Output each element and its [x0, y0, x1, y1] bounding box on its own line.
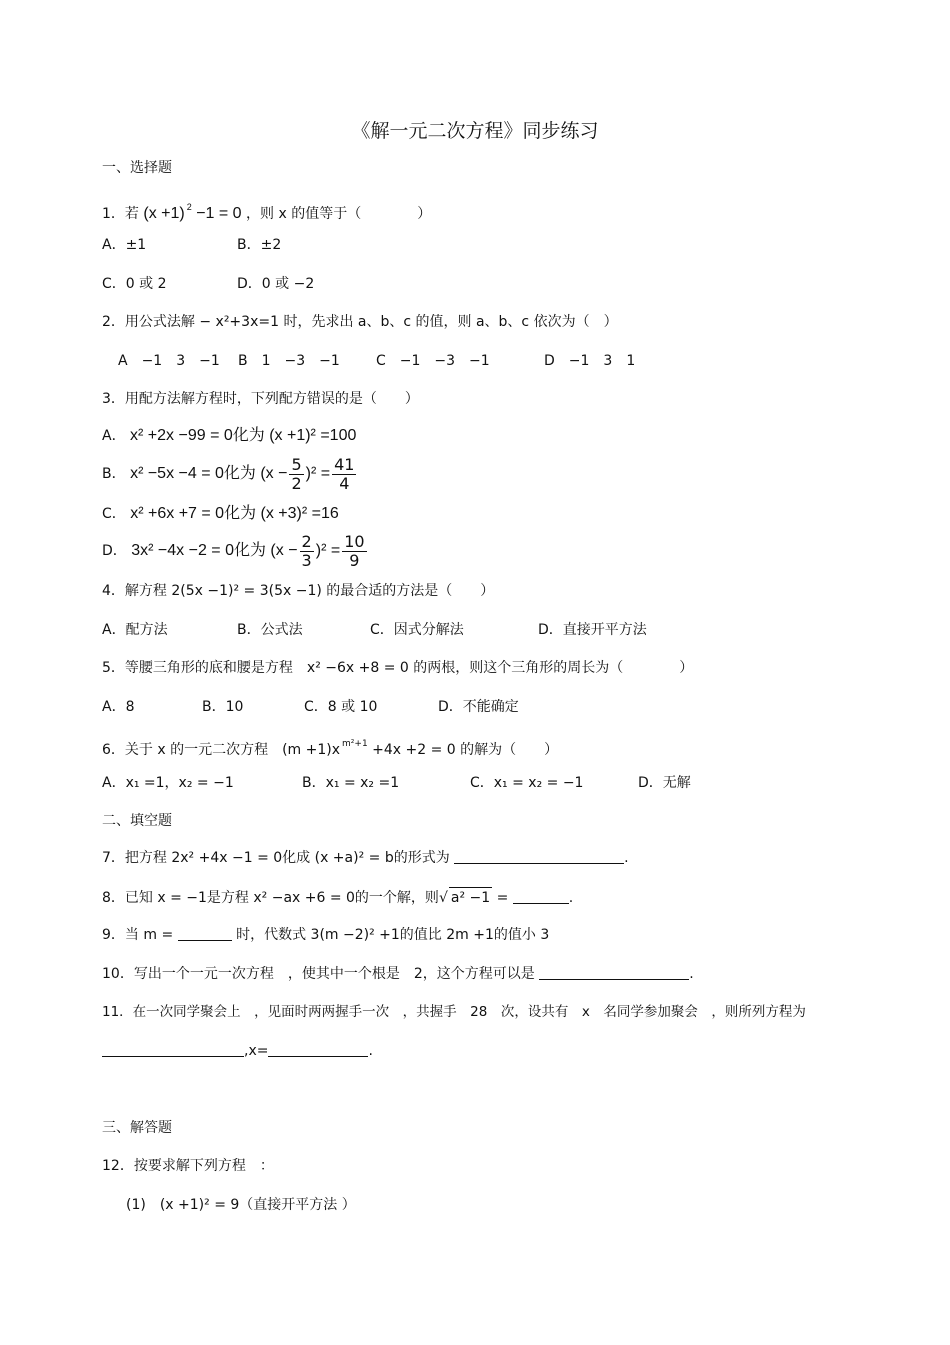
q6-option-b[interactable]: B．x₁ = x₂ =1	[302, 775, 400, 791]
q3-option-c[interactable]: C． x² +6x +7 = 0化为 (x +3)² =16	[102, 505, 339, 522]
q10-answer-blank[interactable]	[539, 965, 689, 980]
section-heading-fill: 二、填空题	[102, 813, 172, 829]
q2-option-b[interactable]: B 1 −3 −1	[238, 353, 340, 369]
question-3: 3．用配方法解方程时，下列配方错误的是（ ）	[102, 391, 419, 407]
question-8: 8．已知 x = −1是方程 x² −ax +6 = 0的一个解，则√ a² −1 = .	[102, 887, 573, 908]
q1-option-d[interactable]: D．0 或 −2	[237, 276, 315, 292]
q1-option-a[interactable]: A．±1	[102, 237, 147, 253]
question-12: 12．按要求解下列方程 ：	[102, 1158, 274, 1174]
q4-option-c[interactable]: C．因式分解法	[370, 622, 464, 638]
q5-option-d[interactable]: D．不能确定	[438, 699, 519, 715]
question-2: 2．用公式法解 − x²+3x=1 时，先求出 a、b、c 的值，则 a、b、c 依次为（ ）	[102, 314, 618, 330]
question-6: 6．关于 x 的一元二次方程 (m +1)x $^{m^2+1}$ +4x +2 = 0 的解为（ ）	[102, 739, 559, 758]
q3-option-a[interactable]: A． x² +2x −99 = 0化为 (x +1)² =100	[102, 427, 357, 444]
question-4: 4．解方程 2(5x −1)² = 3(5x −1) 的最合适的方法是（ ）	[102, 583, 495, 599]
q11-answers: ,x= .	[102, 1041, 373, 1061]
question-10: 10．写出一个一元一次方程 ，使其中一个根是 2，这个方程可以是 .	[102, 966, 694, 982]
q6-option-a[interactable]: A．x₁ =1，x₂ = −1	[102, 775, 234, 791]
question-5: 5．等腰三角形的底和腰是方程 x² −6x +8 = 0 的两根，则这个三角形的周长为（ ）	[102, 660, 694, 676]
q1-option-b[interactable]: B．±2	[237, 237, 282, 253]
q1-tail: ，则 x 的值等于（ ）	[246, 206, 432, 222]
question-11: 11．在一次同学聚会上 ，见面时两两握手一次 ，共握手 28 次，设共有 x 名同学参加聚会 ，则所列方程为	[102, 1004, 806, 1020]
page-title: 《解一元二次方程》同步练习	[351, 120, 599, 142]
q2-option-d[interactable]: D −1 3 1	[544, 353, 636, 369]
q11-equation-blank[interactable]	[102, 1042, 244, 1057]
q2-option-a[interactable]: A −1 3 −1	[118, 353, 220, 369]
q6-option-c[interactable]: C．x₁ = x₂ = −1	[470, 775, 584, 791]
q7-answer-blank[interactable]	[454, 849, 624, 864]
q3-option-b[interactable]: B． x² −5x −4 = 0化为 (x − $\frac{5}{2}$ )² = $\frac{41}{4}$	[102, 454, 355, 493]
q5-option-b[interactable]: B．10	[202, 699, 244, 715]
q2-option-c[interactable]: C −1 −3 −1	[376, 353, 490, 369]
question-1	[102, 197, 431, 224]
question-9: 9．当 m = 时，代数式 3(m −2)² +1的值比 2m +1的值小 3	[102, 927, 550, 943]
q9-answer-blank[interactable]	[178, 926, 232, 941]
q5-option-a[interactable]: A．8	[102, 699, 135, 715]
section-heading-choice: 一、选择题	[102, 160, 172, 176]
q1-number: 1．若	[102, 206, 139, 222]
q4-option-b[interactable]: B．公式法	[237, 622, 303, 638]
q3-option-d[interactable]: D． 3x² −4x −2 = 0化为 (x − $\frac{2}{3}$ )² = $\frac{10}{9}$	[102, 531, 365, 570]
q1-option-c[interactable]: C．0 或 2	[102, 276, 167, 292]
question-7: 7．把方程 2x² +4x −1 = 0化成 (x +a)² = b的形式为 .	[102, 850, 629, 866]
q4-option-a[interactable]: A．配方法	[102, 622, 168, 638]
q8-answer-blank[interactable]	[513, 889, 569, 904]
q4-option-d[interactable]: D．直接开平方法	[538, 622, 647, 638]
q11-x-blank[interactable]	[268, 1042, 368, 1057]
q1-equation: (x +1) $^2$ −1 = 0	[143, 202, 242, 222]
q5-option-c[interactable]: C．8 或 10	[304, 699, 378, 715]
q12-sub-1: (1) (x +1)² = 9（直接开平方法 ）	[126, 1197, 356, 1213]
q6-option-d[interactable]: D．无解	[638, 775, 691, 791]
q8-sqrt: a² −1	[449, 887, 492, 908]
section-heading-solve: 三、解答题	[102, 1120, 172, 1136]
